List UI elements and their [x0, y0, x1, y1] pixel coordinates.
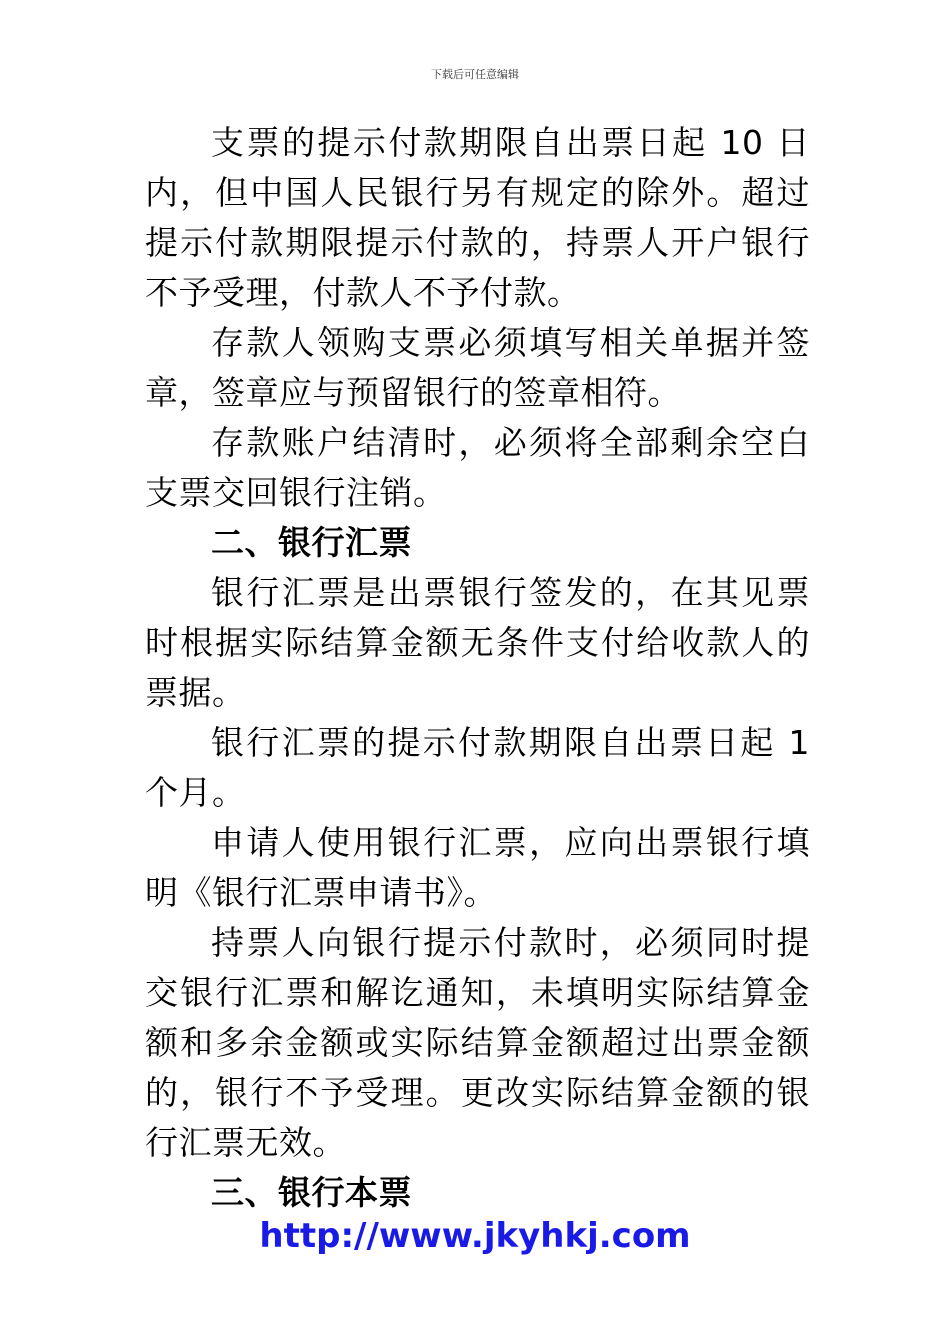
paragraph-check-payment-period: 支票的提示付款期限自出票日起 10 日内，但中国人民银行另有规定的除外。超过提示付款期限提示付款的，持票人开户银行不予受理，付款人不予付款。: [145, 123, 810, 312]
paragraph-check-purchase: 存款人领购支票必须填写相关单据并签章，签章应与预留银行的签章相符。: [145, 323, 810, 412]
page-header-note: 下载后可任意编辑: [431, 68, 519, 81]
document-body: [145, 118, 810, 1218]
paragraph-bank-draft-application: 申请人使用银行汇票，应向出票银行填明《银行汇票申请书》。: [145, 823, 810, 912]
section-heading-bank-draft: 二、银行汇票: [211, 523, 412, 562]
paragraph-account-closure: 存款账户结清时，必须将全部剩余空白支票交回银行注销。: [145, 423, 810, 512]
footer-website-link[interactable]: http://www.jkyhkj.com: [259, 1216, 691, 1256]
section-heading-cashier-check: 三、银行本票: [211, 1173, 412, 1212]
paragraph-bank-draft-presentment: 持票人向银行提示付款时，必须同时提交银行汇票和解讫通知，未填明实际结算金额和多余金额或实际结算金额超过出票金额的，银行不予受理。更改实际结算金额的银行汇票无效。: [145, 923, 810, 1162]
paragraph-bank-draft-period: 银行汇票的提示付款期限自出票日起 1 个月。: [145, 723, 810, 812]
paragraph-bank-draft-definition: 银行汇票是出票银行签发的，在其见票时根据实际结算金额无条件支付给收款人的票据。: [145, 573, 810, 712]
